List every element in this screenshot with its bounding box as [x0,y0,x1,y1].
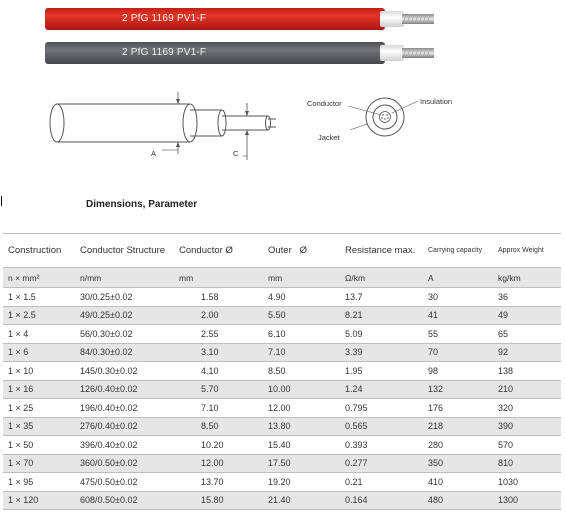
table-cell: 98 [423,362,493,381]
header-outer-diameter: Outer Ø [263,234,340,268]
table-cell: 3.10 [174,343,263,362]
table-cell: 19.20 [263,473,340,492]
table-cell: 480 [423,491,493,510]
table-body [3,288,561,510]
unit-cell: n × mm² [3,268,75,288]
table-cell: 10.20 [174,436,263,455]
table-cell: 30 [423,288,493,307]
dimension-a-label: A [151,149,157,158]
table-cell: 145/0.30±0.02 [75,362,174,381]
table-cell: 1 × 1.5 [3,288,75,307]
table-row [3,362,561,381]
unit-cell: kg/km [493,268,561,288]
table-cell: 15.80 [174,491,263,510]
table-cell: 6.10 [263,325,340,344]
table-cell: 138 [493,362,561,381]
header-construction: Construction [3,234,75,268]
table-cell: 8.21 [340,306,423,325]
table-cell: 10.00 [263,380,340,399]
table-units-row [3,268,561,288]
table-cell: 570 [493,436,561,455]
table-cell: 30/0.25±0.02 [75,288,174,307]
table-cell: 49/0.25±0.02 [75,306,174,325]
table-cell: 176 [423,399,493,418]
table-row [3,399,561,418]
gray-cable-label: 2 PfG 1169 PV1-F [122,47,207,58]
table-cell: 0.277 [340,454,423,473]
table-cell: 55 [423,325,493,344]
table-cell: 390 [493,417,561,436]
table-cell: 126/0.40±0.02 [75,380,174,399]
table-cell: 810 [493,454,561,473]
table-cell: 410 [423,473,493,492]
table-cell: 17.50 [263,454,340,473]
table-row [3,343,561,362]
table-cell: 396/0.40±0.02 [75,436,174,455]
table-cell: 21.40 [263,491,340,510]
table-cell: 84/0.30±0.02 [75,343,174,362]
section-title: Dimensions, Parameter [86,199,198,210]
table-cell: 8.50 [263,362,340,381]
table-cell: 320 [493,399,561,418]
table-cell: 3.39 [340,343,423,362]
table-cell: 8.50 [174,417,263,436]
table-cell: 1 × 35 [3,417,75,436]
table-cell: 92 [493,343,561,362]
header-resistance: Resistance max. [340,234,423,268]
table-cell: 5.09 [340,325,423,344]
table-cell: 475/0.50±0.02 [75,473,174,492]
table-cell: 0.565 [340,417,423,436]
table-cell: 1 × 95 [3,473,75,492]
table-cell: 1 × 6 [3,343,75,362]
table-cell: 15.40 [263,436,340,455]
table-cell: 5.50 [263,306,340,325]
table-cell: 7.10 [263,343,340,362]
table-row [3,325,561,344]
dimension-c-label: C [233,149,239,158]
unit-cell: Ω/km [340,268,423,288]
table-cell: 132 [423,380,493,399]
table-cell: 70 [423,343,493,362]
unit-cell: n/mm [75,268,174,288]
table-cell: 1 × 25 [3,399,75,418]
table-cell: 0.21 [340,473,423,492]
table-row [3,417,561,436]
table-row [3,306,561,325]
table-cell: 1.95 [340,362,423,381]
table-cell: 1 × 10 [3,362,75,381]
margin-mark [1,196,2,206]
table-cell: 280 [423,436,493,455]
jacket-label: Jacket [318,133,340,142]
table-cell: 1 × 50 [3,436,75,455]
cable-cross-section-diagram [0,0,565,170]
table-cell: 0.393 [340,436,423,455]
table-cell: 608/0.50±0.02 [75,491,174,510]
insulation-label: Insulation [420,97,453,106]
table-cell: 49 [493,306,561,325]
table-cell: 36 [493,288,561,307]
table-cell: 350 [423,454,493,473]
table-cell: 1.24 [340,380,423,399]
table-cell: 0.164 [340,491,423,510]
table-cell: 56/0.30±0.02 [75,325,174,344]
table-cell: 1 × 70 [3,454,75,473]
table-cell: 4.10 [174,362,263,381]
table-cell: 13.80 [263,417,340,436]
table-cell: 5.70 [174,380,263,399]
unit-cell: mm [263,268,340,288]
unit-cell: A [423,268,493,288]
table-cell: 276/0.40±0.02 [75,417,174,436]
table-cell: 210 [493,380,561,399]
table-cell: 13.70 [174,473,263,492]
table-cell: 1 × 120 [3,491,75,510]
table-header-row [3,234,561,268]
conductor-label: Conductor [307,99,342,108]
table-cell: 12.00 [263,399,340,418]
red-cable-label: 2 PfG 1169 PV1-F [122,13,207,24]
specification-table [3,233,561,510]
header-approx-weight: Approx Weight [493,234,561,268]
table-cell: 0.795 [340,399,423,418]
table-row [3,473,561,492]
table-cell: 1 × 4 [3,325,75,344]
table-cell: 360/0.50±0.02 [75,454,174,473]
table-cell: 13.7 [340,288,423,307]
table-cell: 1 × 2.5 [3,306,75,325]
header-conductor-diameter: Conductor Ø [174,234,263,268]
table-row [3,288,561,307]
table-cell: 1 × 16 [3,380,75,399]
unit-cell: mm [174,268,263,288]
table-cell: 2.55 [174,325,263,344]
table-row [3,491,561,510]
table-cell: 41 [423,306,493,325]
table-cell: 4.90 [263,288,340,307]
table-cell: 12.00 [174,454,263,473]
table-row [3,454,561,473]
table-cell: 1030 [493,473,561,492]
table-row [3,380,561,399]
table-cell: 196/0.40±0.02 [75,399,174,418]
table-cell: 7.10 [174,399,263,418]
table-row [3,436,561,455]
header-conductor-structure: Conductor Structure [75,234,174,268]
table-cell: 218 [423,417,493,436]
table-cell: 65 [493,325,561,344]
header-carrying-capacity: Carrying capacity [423,234,493,268]
table-cell: 1.58 [174,288,263,307]
table-cell: 2.00 [174,306,263,325]
table-cell: 1300 [493,491,561,510]
